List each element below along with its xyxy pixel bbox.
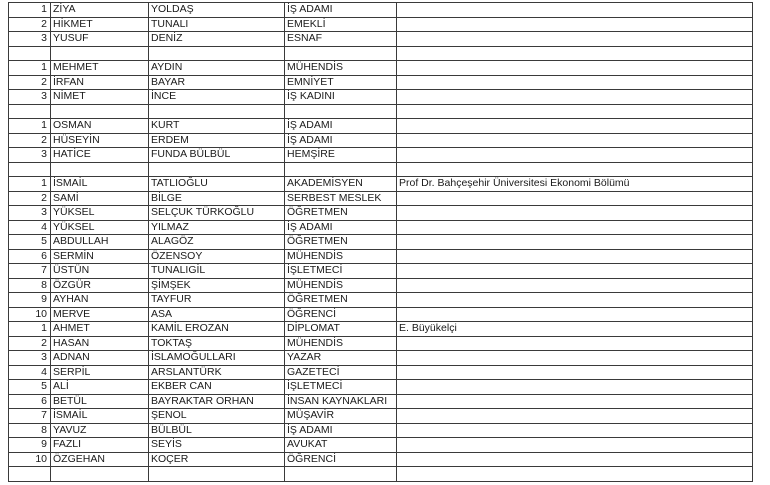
note-cell[interactable] (397, 409, 753, 424)
table-row (9, 307, 753, 322)
occupation-cell[interactable] (285, 162, 397, 177)
occupation-cell[interactable]: ÖĞRENCİ (285, 452, 397, 467)
first-name-cell[interactable]: ABDULLAH (51, 235, 149, 250)
last-name-cell[interactable]: TUNALI (149, 17, 285, 32)
first-name-cell[interactable]: YUSUF (51, 32, 149, 47)
row-number-cell[interactable]: 3 (9, 32, 51, 47)
row-number-cell[interactable] (9, 162, 51, 177)
occupation-cell[interactable]: ÖĞRETMEN (285, 235, 397, 250)
note-cell[interactable] (397, 104, 753, 119)
table-row (9, 394, 753, 409)
note-cell[interactable] (397, 278, 753, 293)
row-number-cell[interactable]: 3 (9, 351, 51, 366)
table-row (9, 336, 753, 351)
first-name-cell[interactable]: YÜKSEL (51, 206, 149, 221)
row-number-cell[interactable]: 10 (9, 307, 51, 322)
last-name-cell[interactable]: AYDIN (149, 61, 285, 76)
first-name-cell[interactable]: YÜKSEL (51, 220, 149, 235)
first-name-cell[interactable]: MEHMET (51, 61, 149, 76)
note-cell[interactable] (397, 133, 753, 148)
table-row (9, 119, 753, 134)
table-row (9, 220, 753, 235)
row-number-cell[interactable]: 7 (9, 264, 51, 279)
occupation-cell[interactable]: EMEKLİ (285, 17, 397, 32)
first-name-cell[interactable]: ÖZGÜR (51, 278, 149, 293)
last-name-cell[interactable]: SEYİS (149, 438, 285, 453)
note-cell[interactable] (397, 119, 753, 134)
table-row (9, 365, 753, 380)
row-number-cell[interactable]: 2 (9, 75, 51, 90)
last-name-cell[interactable]: ASA (149, 307, 285, 322)
occupation-cell[interactable]: İŞLETMECİ (285, 380, 397, 395)
note-cell[interactable] (397, 336, 753, 351)
last-name-cell[interactable]: FUNDA BÜLBÜL (149, 148, 285, 163)
row-number-cell[interactable]: 5 (9, 380, 51, 395)
last-name-cell[interactable] (149, 46, 285, 61)
occupation-cell[interactable]: İNSAN KAYNAKLARI (285, 394, 397, 409)
occupation-cell[interactable] (285, 467, 397, 482)
row-number-cell[interactable]: 6 (9, 394, 51, 409)
row-number-cell[interactable]: 8 (9, 423, 51, 438)
occupation-cell[interactable]: İŞ ADAMI (285, 220, 397, 235)
occupation-cell[interactable]: MÜHENDİS (285, 61, 397, 76)
note-cell[interactable] (397, 206, 753, 221)
last-name-cell[interactable]: SELÇUK TÜRKOĞLU (149, 206, 285, 221)
note-cell[interactable] (397, 438, 753, 453)
note-cell[interactable] (397, 467, 753, 482)
last-name-cell[interactable]: ŞİMŞEK (149, 278, 285, 293)
first-name-cell[interactable]: HÜSEYİN (51, 133, 149, 148)
table-row (9, 293, 753, 308)
table-row (9, 133, 753, 148)
first-name-cell[interactable]: ÜSTÜN (51, 264, 149, 279)
occupation-cell[interactable]: MÜHENDİS (285, 336, 397, 351)
last-name-cell[interactable]: TATLIOĞLU (149, 177, 285, 192)
note-cell[interactable] (397, 423, 753, 438)
row-number-cell[interactable]: 3 (9, 148, 51, 163)
row-number-cell[interactable]: 4 (9, 365, 51, 380)
table-row (9, 46, 753, 61)
row-number-cell[interactable]: 1 (9, 119, 51, 134)
row-number-cell[interactable]: 9 (9, 438, 51, 453)
occupation-cell[interactable]: ESNAF (285, 32, 397, 47)
note-cell[interactable] (397, 90, 753, 105)
first-name-cell[interactable]: İSMAİL (51, 177, 149, 192)
last-name-cell[interactable]: TAYFUR (149, 293, 285, 308)
first-name-cell[interactable] (51, 46, 149, 61)
note-cell[interactable] (397, 220, 753, 235)
table-row (9, 322, 753, 337)
row-number-cell[interactable]: 2 (9, 191, 51, 206)
row-number-cell[interactable]: 1 (9, 3, 51, 18)
row-number-cell[interactable]: 3 (9, 90, 51, 105)
note-cell[interactable]: Prof Dr. Bahçeşehir Üniversitesi Ekonomi Bölümü (397, 177, 753, 192)
occupation-cell[interactable] (285, 104, 397, 119)
first-name-cell[interactable] (51, 467, 149, 482)
table-row (9, 264, 753, 279)
table-row (9, 351, 753, 366)
table-row (9, 206, 753, 221)
first-name-cell[interactable]: HİKMET (51, 17, 149, 32)
table-row (9, 90, 753, 105)
last-name-cell[interactable]: KOÇER (149, 452, 285, 467)
first-name-cell[interactable]: ALİ (51, 380, 149, 395)
first-name-cell[interactable]: FAZLI (51, 438, 149, 453)
last-name-cell[interactable]: ÖZENSOY (149, 249, 285, 264)
occupation-cell[interactable] (285, 46, 397, 61)
table-row (9, 438, 753, 453)
occupation-cell[interactable]: SERBEST MESLEK (285, 191, 397, 206)
last-name-cell[interactable]: İNCE (149, 90, 285, 105)
table-row (9, 162, 753, 177)
note-cell[interactable] (397, 46, 753, 61)
row-number-cell[interactable]: 10 (9, 452, 51, 467)
table-row (9, 32, 753, 47)
last-name-cell[interactable]: ALAGÖZ (149, 235, 285, 250)
occupation-cell[interactable]: MÜHENDİS (285, 278, 397, 293)
row-number-cell[interactable]: 6 (9, 249, 51, 264)
first-name-cell[interactable]: ÖZGEHAN (51, 452, 149, 467)
first-name-cell[interactable]: SERMİN (51, 249, 149, 264)
row-number-cell[interactable]: 1 (9, 322, 51, 337)
occupation-cell[interactable]: GAZETECİ (285, 365, 397, 380)
first-name-cell[interactable]: SERPİL (51, 365, 149, 380)
table-row (9, 191, 753, 206)
occupation-cell[interactable]: İŞ ADAMI (285, 423, 397, 438)
first-name-cell[interactable]: SAMİ (51, 191, 149, 206)
spreadsheet-table (8, 2, 753, 482)
row-number-cell[interactable] (9, 467, 51, 482)
note-cell[interactable] (397, 3, 753, 18)
table-row (9, 380, 753, 395)
note-cell[interactable] (397, 365, 753, 380)
row-number-cell[interactable]: 2 (9, 133, 51, 148)
table-row (9, 235, 753, 250)
last-name-cell[interactable] (149, 162, 285, 177)
last-name-cell[interactable]: BAYRAKTAR ORHAN (149, 394, 285, 409)
occupation-cell[interactable]: İŞLETMECİ (285, 264, 397, 279)
note-cell[interactable] (397, 17, 753, 32)
table-row (9, 423, 753, 438)
occupation-cell[interactable]: İŞ KADINI (285, 90, 397, 105)
first-name-cell[interactable]: YAVUZ (51, 423, 149, 438)
last-name-cell[interactable]: TOKTAŞ (149, 336, 285, 351)
first-name-cell[interactable]: MERVE (51, 307, 149, 322)
note-cell[interactable] (397, 380, 753, 395)
table-row (9, 467, 753, 482)
first-name-cell[interactable] (51, 162, 149, 177)
last-name-cell[interactable]: BİLGE (149, 191, 285, 206)
table-row (9, 452, 753, 467)
last-name-cell[interactable]: İSLAMOĞULLARI (149, 351, 285, 366)
first-name-cell[interactable]: İSMAİL (51, 409, 149, 424)
occupation-cell[interactable]: ÖĞRETMEN (285, 293, 397, 308)
note-cell[interactable] (397, 264, 753, 279)
note-cell[interactable] (397, 351, 753, 366)
row-number-cell[interactable]: 1 (9, 177, 51, 192)
first-name-cell[interactable]: BETÜL (51, 394, 149, 409)
occupation-cell[interactable]: İŞ ADAMI (285, 3, 397, 18)
last-name-cell[interactable]: KURT (149, 119, 285, 134)
occupation-cell[interactable]: AVUKAT (285, 438, 397, 453)
table-row (9, 104, 753, 119)
note-cell[interactable] (397, 235, 753, 250)
row-number-cell[interactable]: 2 (9, 17, 51, 32)
last-name-cell[interactable]: YOLDAŞ (149, 3, 285, 18)
row-number-cell[interactable]: 3 (9, 206, 51, 221)
occupation-cell[interactable]: MÜŞAVİR (285, 409, 397, 424)
occupation-cell[interactable]: MÜHENDİS (285, 249, 397, 264)
row-number-cell[interactable]: 8 (9, 278, 51, 293)
last-name-cell[interactable] (149, 104, 285, 119)
note-cell[interactable] (397, 162, 753, 177)
first-name-cell[interactable]: NİMET (51, 90, 149, 105)
first-name-cell[interactable]: HATİCE (51, 148, 149, 163)
first-name-cell[interactable]: ZİYA (51, 3, 149, 18)
first-name-cell[interactable]: ADNAN (51, 351, 149, 366)
row-number-cell[interactable]: 1 (9, 61, 51, 76)
first-name-cell[interactable]: HASAN (51, 336, 149, 351)
occupation-cell[interactable]: AKADEMİSYEN (285, 177, 397, 192)
last-name-cell[interactable]: EKBER CAN (149, 380, 285, 395)
table-row (9, 17, 753, 32)
note-cell[interactable] (397, 191, 753, 206)
first-name-cell[interactable]: OSMAN (51, 119, 149, 134)
row-number-cell[interactable]: 2 (9, 336, 51, 351)
occupation-cell[interactable]: ÖĞRETMEN (285, 206, 397, 221)
last-name-cell[interactable]: ARSLANTÜRK (149, 365, 285, 380)
table-row (9, 61, 753, 76)
note-cell[interactable] (397, 293, 753, 308)
table-body (9, 3, 753, 482)
row-number-cell[interactable] (9, 104, 51, 119)
table-row (9, 3, 753, 18)
occupation-cell[interactable]: ÖĞRENCİ (285, 307, 397, 322)
first-name-cell[interactable]: İRFAN (51, 75, 149, 90)
table-row (9, 75, 753, 90)
first-name-cell[interactable]: AHMET (51, 322, 149, 337)
note-cell[interactable] (397, 249, 753, 264)
occupation-cell[interactable]: DİPLOMAT (285, 322, 397, 337)
note-cell[interactable] (397, 394, 753, 409)
last-name-cell[interactable]: DENİZ (149, 32, 285, 47)
occupation-cell[interactable]: İŞ ADAMI (285, 119, 397, 134)
first-name-cell[interactable] (51, 104, 149, 119)
note-cell[interactable] (397, 452, 753, 467)
occupation-cell[interactable]: YAZAR (285, 351, 397, 366)
table-row (9, 249, 753, 264)
table-row (9, 148, 753, 163)
last-name-cell[interactable]: ERDEM (149, 133, 285, 148)
first-name-cell[interactable]: AYHAN (51, 293, 149, 308)
note-cell[interactable] (397, 307, 753, 322)
table-row (9, 278, 753, 293)
row-number-cell[interactable]: 4 (9, 220, 51, 235)
note-cell[interactable] (397, 148, 753, 163)
occupation-cell[interactable]: HEMŞİRE (285, 148, 397, 163)
last-name-cell[interactable] (149, 467, 285, 482)
note-cell[interactable] (397, 61, 753, 76)
row-number-cell[interactable]: 5 (9, 235, 51, 250)
row-number-cell[interactable] (9, 46, 51, 61)
table-row (9, 409, 753, 424)
last-name-cell[interactable]: ŞENOL (149, 409, 285, 424)
row-number-cell[interactable]: 7 (9, 409, 51, 424)
last-name-cell[interactable]: YILMAZ (149, 220, 285, 235)
last-name-cell[interactable]: BAYAR (149, 75, 285, 90)
note-cell[interactable]: E. Büyükelçi (397, 322, 753, 337)
occupation-cell[interactable]: İŞ ADAMI (285, 133, 397, 148)
note-cell[interactable] (397, 75, 753, 90)
last-name-cell[interactable]: KAMİL EROZAN (149, 322, 285, 337)
table-row (9, 177, 753, 192)
last-name-cell[interactable]: TUNALIGİL (149, 264, 285, 279)
occupation-cell[interactable]: EMNİYET (285, 75, 397, 90)
note-cell[interactable] (397, 32, 753, 47)
row-number-cell[interactable]: 9 (9, 293, 51, 308)
last-name-cell[interactable]: BÜLBÜL (149, 423, 285, 438)
